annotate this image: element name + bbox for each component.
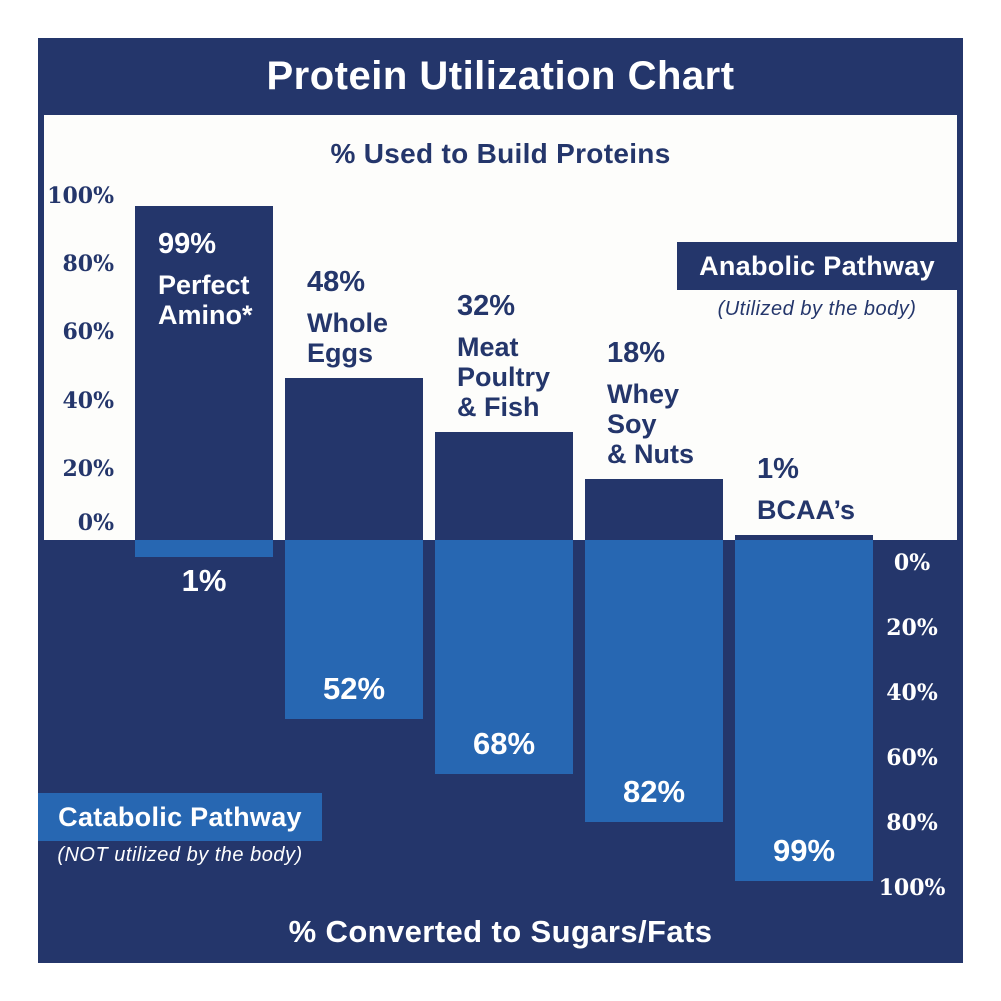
catabolic-bar <box>735 540 873 881</box>
title-bar <box>38 38 963 115</box>
bar-percent-label: 1% <box>757 453 799 485</box>
bar-category-label: Soy <box>607 409 657 439</box>
bar-label-group <box>607 337 694 469</box>
bar-label-group <box>307 266 388 368</box>
anabolic-pathway-label: Anabolic Pathway <box>699 250 935 281</box>
lower-subtitle: % Converted to Sugars/Fats <box>288 914 713 949</box>
catabolic-bar <box>135 540 273 557</box>
lower-axis-tick: 0% <box>893 550 931 576</box>
lower-axis-tick: 40% <box>886 680 938 706</box>
chart-panel <box>38 38 963 963</box>
lower-axis-tick: 80% <box>886 810 938 836</box>
upper-subtitle: % Used to Build Proteins <box>330 138 671 169</box>
bar-category-label: Amino* <box>158 300 253 330</box>
catabolic-pathway-caption: (NOT utilized by the body) <box>57 844 303 866</box>
upper-axis-tick: 0% <box>77 510 114 536</box>
anabolic-bar <box>585 479 723 540</box>
bar-category-label: BCAA’s <box>757 495 856 525</box>
bar-category-label: Meat <box>457 332 519 362</box>
bar-category-label: & Fish <box>457 392 540 422</box>
upper-axis-tick: 20% <box>62 456 114 482</box>
anabolic-bar <box>285 378 423 540</box>
bar-value-label: 52% <box>322 671 386 706</box>
catabolic-pathway-legend <box>38 793 322 841</box>
upper-axis-tick: 80% <box>62 251 114 277</box>
bar-label-group <box>457 290 550 422</box>
anabolic-pathway-legend <box>677 242 957 290</box>
catabolic-pathway-label: Catabolic Pathway <box>58 801 302 832</box>
bar-value-label: 1% <box>181 563 227 598</box>
anabolic-bar <box>435 432 573 540</box>
bar-label-group <box>158 228 253 330</box>
bar-value-label: 82% <box>622 774 686 809</box>
bar-percent-label: 18% <box>607 337 666 369</box>
bar-percent-label: 48% <box>307 266 366 298</box>
upper-axis-tick: 40% <box>62 388 114 414</box>
bar-category-label: Eggs <box>307 338 374 368</box>
bar-percent-label: 32% <box>457 290 516 322</box>
lower-axis-tick: 60% <box>886 745 938 771</box>
page-title: Protein Utilization Chart <box>266 54 735 98</box>
bar-value-label: 68% <box>472 726 536 761</box>
bar-category-label: Whey <box>607 379 680 409</box>
lower-axis-tick: 20% <box>886 615 938 641</box>
upper-axis-tick: 100% <box>47 183 114 209</box>
bar-category-label: Whole <box>307 308 388 338</box>
upper-axis-tick: 60% <box>62 319 114 345</box>
bar-category-label: Perfect <box>158 270 250 300</box>
anabolic-pathway-caption: (Utilized by the body) <box>717 298 917 320</box>
bar-value-label: 99% <box>772 833 836 868</box>
lower-axis-tick: 100% <box>878 875 946 901</box>
bar-label-group <box>757 453 855 525</box>
bar-percent-label: 99% <box>158 228 217 260</box>
bar-category-label: & Nuts <box>607 439 694 469</box>
bar-category-label: Poultry <box>457 362 551 392</box>
